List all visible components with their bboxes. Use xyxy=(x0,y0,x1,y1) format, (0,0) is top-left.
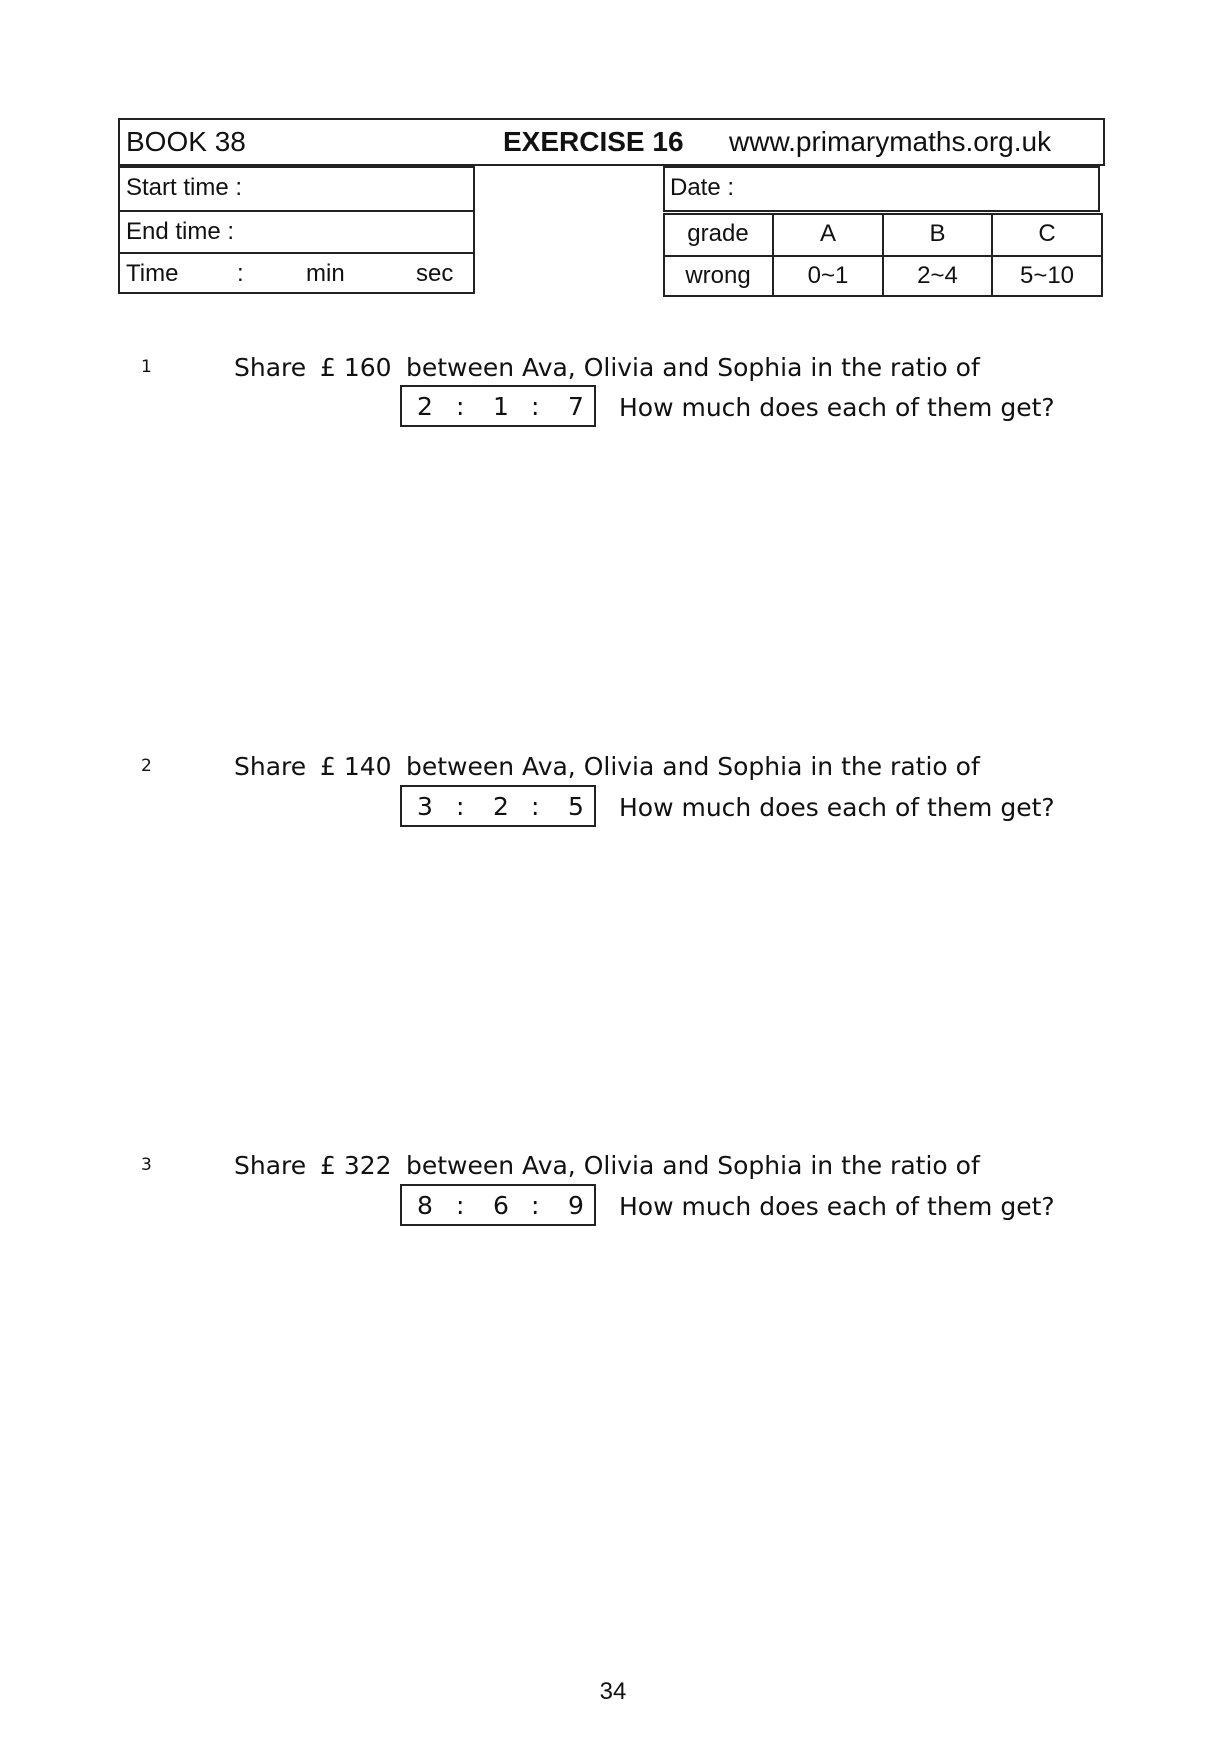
ratio-part-1: 8 xyxy=(417,1191,433,1220)
ratio-part-1: 3 xyxy=(417,792,433,821)
page-number: 34 xyxy=(599,1678,627,1705)
timing-divider-1 xyxy=(118,210,475,212)
ratio-part-2: 2 xyxy=(493,792,509,821)
min-label: min xyxy=(306,260,345,287)
question-prompt: How much does each of them get? xyxy=(619,1192,1055,1221)
ratio-part-2: 1 xyxy=(493,392,509,421)
exercise-title: EXERCISE 16 xyxy=(503,126,684,157)
time-label: Time xyxy=(126,260,179,287)
wrong-row-label: wrong xyxy=(685,262,751,289)
question-text: between Ava, Olivia and Sophia in the ratio of xyxy=(406,353,980,382)
ratio-separator: : xyxy=(531,792,540,821)
wrong-range-c: 5~10 xyxy=(1019,262,1075,289)
grade-c: C xyxy=(1038,220,1056,247)
sec-label: sec xyxy=(416,260,454,287)
ratio-separator: : xyxy=(531,392,540,421)
question-text: between Ava, Olivia and Sophia in the ratio of xyxy=(406,1151,980,1180)
question-text: between Ava, Olivia and Sophia in the ratio of xyxy=(406,752,980,781)
date-label: Date : xyxy=(670,174,735,201)
book-title: BOOK 38 xyxy=(126,126,246,157)
share-amount: £ 160 xyxy=(320,353,392,382)
share-amount: £ 322 xyxy=(320,1151,392,1180)
ratio-part-3: 5 xyxy=(568,792,584,821)
ratio-part-3: 7 xyxy=(568,392,584,421)
ratio-part-1: 2 xyxy=(417,392,433,421)
time-colon: : xyxy=(237,260,244,287)
grade-row-label: grade xyxy=(687,220,749,247)
ratio-box xyxy=(400,1184,596,1226)
end-time-label: End time : xyxy=(126,218,235,245)
ratio-part-2: 6 xyxy=(493,1191,509,1220)
ratio-separator: : xyxy=(456,1191,465,1220)
wrong-range-a: 0~1 xyxy=(807,262,849,289)
wrong-range-b: 2~4 xyxy=(917,262,958,289)
question-number: 3 xyxy=(141,1155,152,1175)
website-url: www.primarymaths.org.uk xyxy=(729,126,1052,157)
ratio-separator: : xyxy=(456,792,465,821)
grade-b: B xyxy=(929,220,946,247)
share-word: Share xyxy=(234,1151,307,1180)
ratio-separator: : xyxy=(456,392,465,421)
share-amount: £ 140 xyxy=(320,752,392,781)
start-time-label: Start time : xyxy=(126,174,243,201)
ratio-separator: : xyxy=(531,1191,540,1220)
question-prompt: How much does each of them get? xyxy=(619,393,1055,422)
question-number: 1 xyxy=(141,357,152,377)
grade-a: A xyxy=(819,220,836,247)
ratio-part-3: 9 xyxy=(568,1191,584,1220)
question-prompt: How much does each of them get? xyxy=(619,793,1055,822)
ratio-box xyxy=(400,785,596,827)
question-number: 2 xyxy=(141,756,152,776)
ratio-box xyxy=(400,385,596,427)
share-word: Share xyxy=(234,353,307,382)
timing-divider-2 xyxy=(118,252,475,254)
share-word: Share xyxy=(234,752,307,781)
